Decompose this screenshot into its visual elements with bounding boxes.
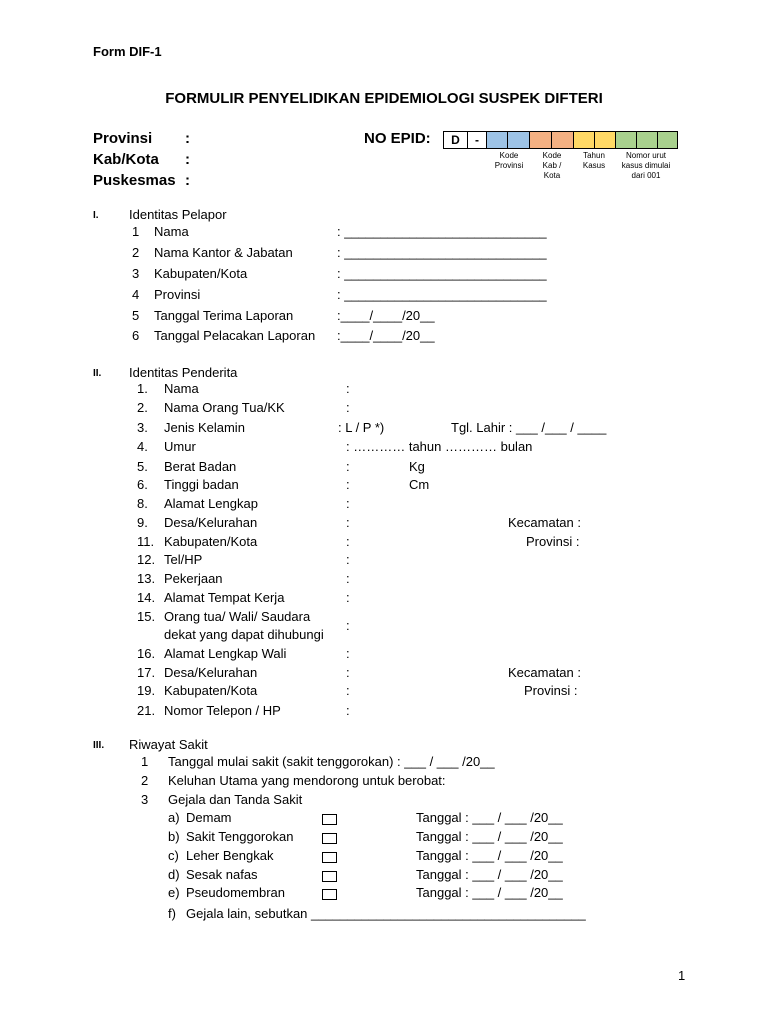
penderita-item-colon: : xyxy=(346,665,350,680)
pelapor-item-label: Tanggal Terima Laporan xyxy=(154,308,294,323)
penderita-item-number: 5. xyxy=(137,459,148,474)
penderita-item-number: 19. xyxy=(137,683,156,698)
page-number: 1 xyxy=(678,968,686,983)
pelapor-item-number: 3 xyxy=(132,266,140,281)
penderita-item-label: Berat Badan xyxy=(164,459,237,474)
pelapor-item-field[interactable]: : ____________________________ xyxy=(337,266,547,281)
penderita-item-label: Nama Orang Tua/KK xyxy=(164,400,285,415)
umur-value[interactable]: : ………… tahun ………… bulan xyxy=(346,439,533,454)
page-title: FORMULIR PENYELIDIKAN EPIDEMIOLOGI SUSPEK DIFTERI xyxy=(165,90,603,107)
provinsi-label: Provinsi xyxy=(93,130,153,147)
penderita-item-label: Kabupaten/Kota xyxy=(164,534,258,549)
form-code: Form DIF-1 xyxy=(93,44,162,59)
penderita-item-label: Tinggi badan xyxy=(164,477,239,492)
symptom-label: Pseudomembran xyxy=(186,885,285,900)
penderita-item-label: Jenis Kelamin xyxy=(164,420,245,435)
symptom-date-field[interactable]: Tanggal : ___ / ___ /20__ xyxy=(416,829,563,844)
epid-year-box-1[interactable] xyxy=(573,131,595,149)
epid-seq-box-3[interactable] xyxy=(657,131,678,149)
pelapor-item-field[interactable]: :____/____/20__ xyxy=(337,328,435,343)
other-symptom-field[interactable]: Gejala lain, sebutkan ______________________________________ xyxy=(186,906,586,921)
penderita-item-number: 12. xyxy=(137,552,156,567)
penderita-item-number: 21. xyxy=(137,703,156,718)
epid-prov-box-1[interactable] xyxy=(486,131,508,149)
epid-kab-box-2[interactable] xyxy=(551,131,574,149)
symptoms-label: Gejala dan Tanda Sakit xyxy=(168,792,303,807)
pelapor-item-number: 6 xyxy=(132,328,140,343)
section2-title: Identitas Penderita xyxy=(129,365,238,380)
symptom-label: Leher Bengkak xyxy=(186,848,274,863)
legend-nomor-urut: Nomor urut kasus dimulai dari 001 xyxy=(621,151,671,180)
puskesmas-label: Puskesmas xyxy=(93,172,176,189)
penderita-item-number: 8. xyxy=(137,496,148,511)
provinsi-colon: : xyxy=(185,130,190,147)
epid-year-box-2[interactable] xyxy=(594,131,616,149)
kg-unit: Kg xyxy=(409,459,425,474)
penderita-item-label: Alamat Tempat Kerja xyxy=(164,590,285,605)
penderita-item-colon: : xyxy=(346,552,350,567)
q1-number: 1 xyxy=(141,754,149,769)
section3-title: Riwayat Sakit xyxy=(129,737,208,752)
symptom-label: Sakit Tenggorokan xyxy=(186,829,294,844)
penderita-item-label: Umur xyxy=(164,439,196,454)
penderita-item-label: Kabupaten/Kota xyxy=(164,683,258,698)
penderita-item-colon: : xyxy=(346,534,350,549)
provinsi-label: Provinsi : xyxy=(526,534,580,549)
onset-date-field[interactable]: Tanggal mulai sakit (sakit tenggorokan) : ___ / ___ /20__ xyxy=(168,754,495,769)
pelapor-item-number: 2 xyxy=(132,245,140,260)
pelapor-item-field[interactable]: :____/____/20__ xyxy=(337,308,435,323)
pelapor-item-label: Nama Kantor & Jabatan xyxy=(154,245,293,260)
section1-title: Identitas Pelapor xyxy=(129,207,227,222)
penderita-item-colon: : xyxy=(346,477,350,492)
penderita-item-label-line2: dekat yang dapat dihubungi xyxy=(164,627,324,642)
epid-label: NO EPID: xyxy=(364,130,431,147)
symptom-checkbox[interactable] xyxy=(322,814,337,825)
penderita-item-colon: : xyxy=(346,590,350,605)
symptom-label: Sesak nafas xyxy=(186,867,258,882)
penderita-item-colon: : xyxy=(346,400,350,415)
penderita-item-label: Orang tua/ Wali/ Saudara xyxy=(164,609,311,624)
penderita-item-colon: : xyxy=(346,571,350,586)
symptom-checkbox[interactable] xyxy=(322,871,337,882)
symptom-letter: b) xyxy=(168,829,180,844)
penderita-item-colon: : xyxy=(346,496,350,511)
epid-prov-box-2[interactable] xyxy=(507,131,530,149)
penderita-item-colon: : xyxy=(346,646,350,661)
main-complaint-label: Keluhan Utama yang mendorong untuk berobat: xyxy=(168,773,446,788)
pelapor-item-field[interactable]: : ____________________________ xyxy=(337,245,547,260)
section1-number: I. xyxy=(93,210,99,221)
q3-number: 3 xyxy=(141,792,149,807)
penderita-item-number: 14. xyxy=(137,590,156,605)
penderita-item-number: 11. xyxy=(137,534,155,549)
penderita-item-number: 9. xyxy=(137,515,148,530)
section2-number: II. xyxy=(93,368,102,379)
pelapor-item-field[interactable]: : ____________________________ xyxy=(337,224,547,239)
penderita-item-number: 3. xyxy=(137,420,148,435)
epid-seq-box-1[interactable] xyxy=(615,131,637,149)
penderita-item-number: 17. xyxy=(137,665,156,680)
epid-dash-box: - xyxy=(467,131,487,149)
symptom-checkbox[interactable] xyxy=(322,833,337,844)
puskesmas-colon: : xyxy=(185,172,190,189)
cm-unit: Cm xyxy=(409,477,430,492)
penderita-item-number: 1. xyxy=(137,381,148,396)
symptom-letter: d) xyxy=(168,867,180,882)
pelapor-item-number: 1 xyxy=(132,224,140,239)
pelapor-item-label: Tanggal Pelacakan Laporan xyxy=(154,328,316,343)
penderita-item-label: Pekerjaan xyxy=(164,571,223,586)
penderita-item-number: 2. xyxy=(137,400,148,415)
symptom-date-field[interactable]: Tanggal : ___ / ___ /20__ xyxy=(416,885,563,900)
pelapor-item-field[interactable]: : ____________________________ xyxy=(337,287,547,302)
penderita-item-label: Tel/HP xyxy=(164,552,203,567)
penderita-item-number: 15. xyxy=(137,609,156,624)
symptom-label: Demam xyxy=(186,810,232,825)
pelapor-item-label: Provinsi xyxy=(154,287,201,302)
kabkota-label: Kab/Kota xyxy=(93,151,159,168)
symptom-letter: c) xyxy=(168,848,179,863)
penderita-item-colon: : xyxy=(346,618,350,633)
pelapor-item-number: 5 xyxy=(132,308,140,323)
wali-provinsi-label: Provinsi : xyxy=(524,683,578,698)
penderita-item-number: 13. xyxy=(137,571,156,586)
penderita-item-label: Alamat Lengkap Wali xyxy=(164,646,287,661)
epid-seq-box-2[interactable] xyxy=(636,131,658,149)
kecamatan-label: Kecamatan : xyxy=(508,515,581,530)
symptom-date-field[interactable]: Tanggal : ___ / ___ /20__ xyxy=(416,867,563,882)
penderita-item-label: Nomor Telepon / HP xyxy=(164,703,281,718)
pelapor-item-number: 4 xyxy=(132,287,140,302)
tanggal-lahir-field[interactable]: Tgl. Lahir : ___ /___ / ____ xyxy=(451,420,607,435)
penderita-item-label: Alamat Lengkap xyxy=(164,496,258,511)
penderita-item-number: 16. xyxy=(137,646,156,661)
pelapor-item-label: Nama xyxy=(154,224,189,239)
legend-kode-provinsi: Kode Provinsi xyxy=(494,151,524,170)
penderita-item-number: 6. xyxy=(137,477,148,492)
penderita-item-number: 4. xyxy=(137,439,148,454)
q2-number: 2 xyxy=(141,773,149,788)
symptom-date-field[interactable]: Tanggal : ___ / ___ /20__ xyxy=(416,810,563,825)
legend-kode-kab: Kode Kab / Kota xyxy=(542,151,562,180)
epid-kab-box-1[interactable] xyxy=(529,131,552,149)
symptom-date-field[interactable]: Tanggal : ___ / ___ /20__ xyxy=(416,848,563,863)
symptom-checkbox[interactable] xyxy=(322,852,337,863)
symptom-checkbox[interactable] xyxy=(322,889,337,900)
penderita-item-label: Nama xyxy=(164,381,199,396)
symptom-letter: e) xyxy=(168,885,180,900)
penderita-item-label: Desa/Kelurahan xyxy=(164,665,258,680)
penderita-item-colon: : xyxy=(346,703,350,718)
pelapor-item-label: Kabupaten/Kota xyxy=(154,266,248,281)
kabkota-colon: : xyxy=(185,151,190,168)
epid-prefix-box: D xyxy=(443,131,468,149)
penderita-item-colon: : xyxy=(346,381,350,396)
symptom-letter: a) xyxy=(168,810,180,825)
penderita-item-colon: : xyxy=(346,515,350,530)
other-symptom-letter: f) xyxy=(168,906,176,921)
legend-tahun-kasus: Tahun Kasus xyxy=(582,151,606,170)
section3-number: III. xyxy=(93,740,105,751)
penderita-item-label: Desa/Kelurahan xyxy=(164,515,258,530)
wali-kecamatan-label: Kecamatan : xyxy=(508,665,581,680)
penderita-item-colon: : xyxy=(346,459,350,474)
penderita-item-colon: : xyxy=(346,683,350,698)
jenis-kelamin-value[interactable]: : L / P *) xyxy=(338,420,385,435)
